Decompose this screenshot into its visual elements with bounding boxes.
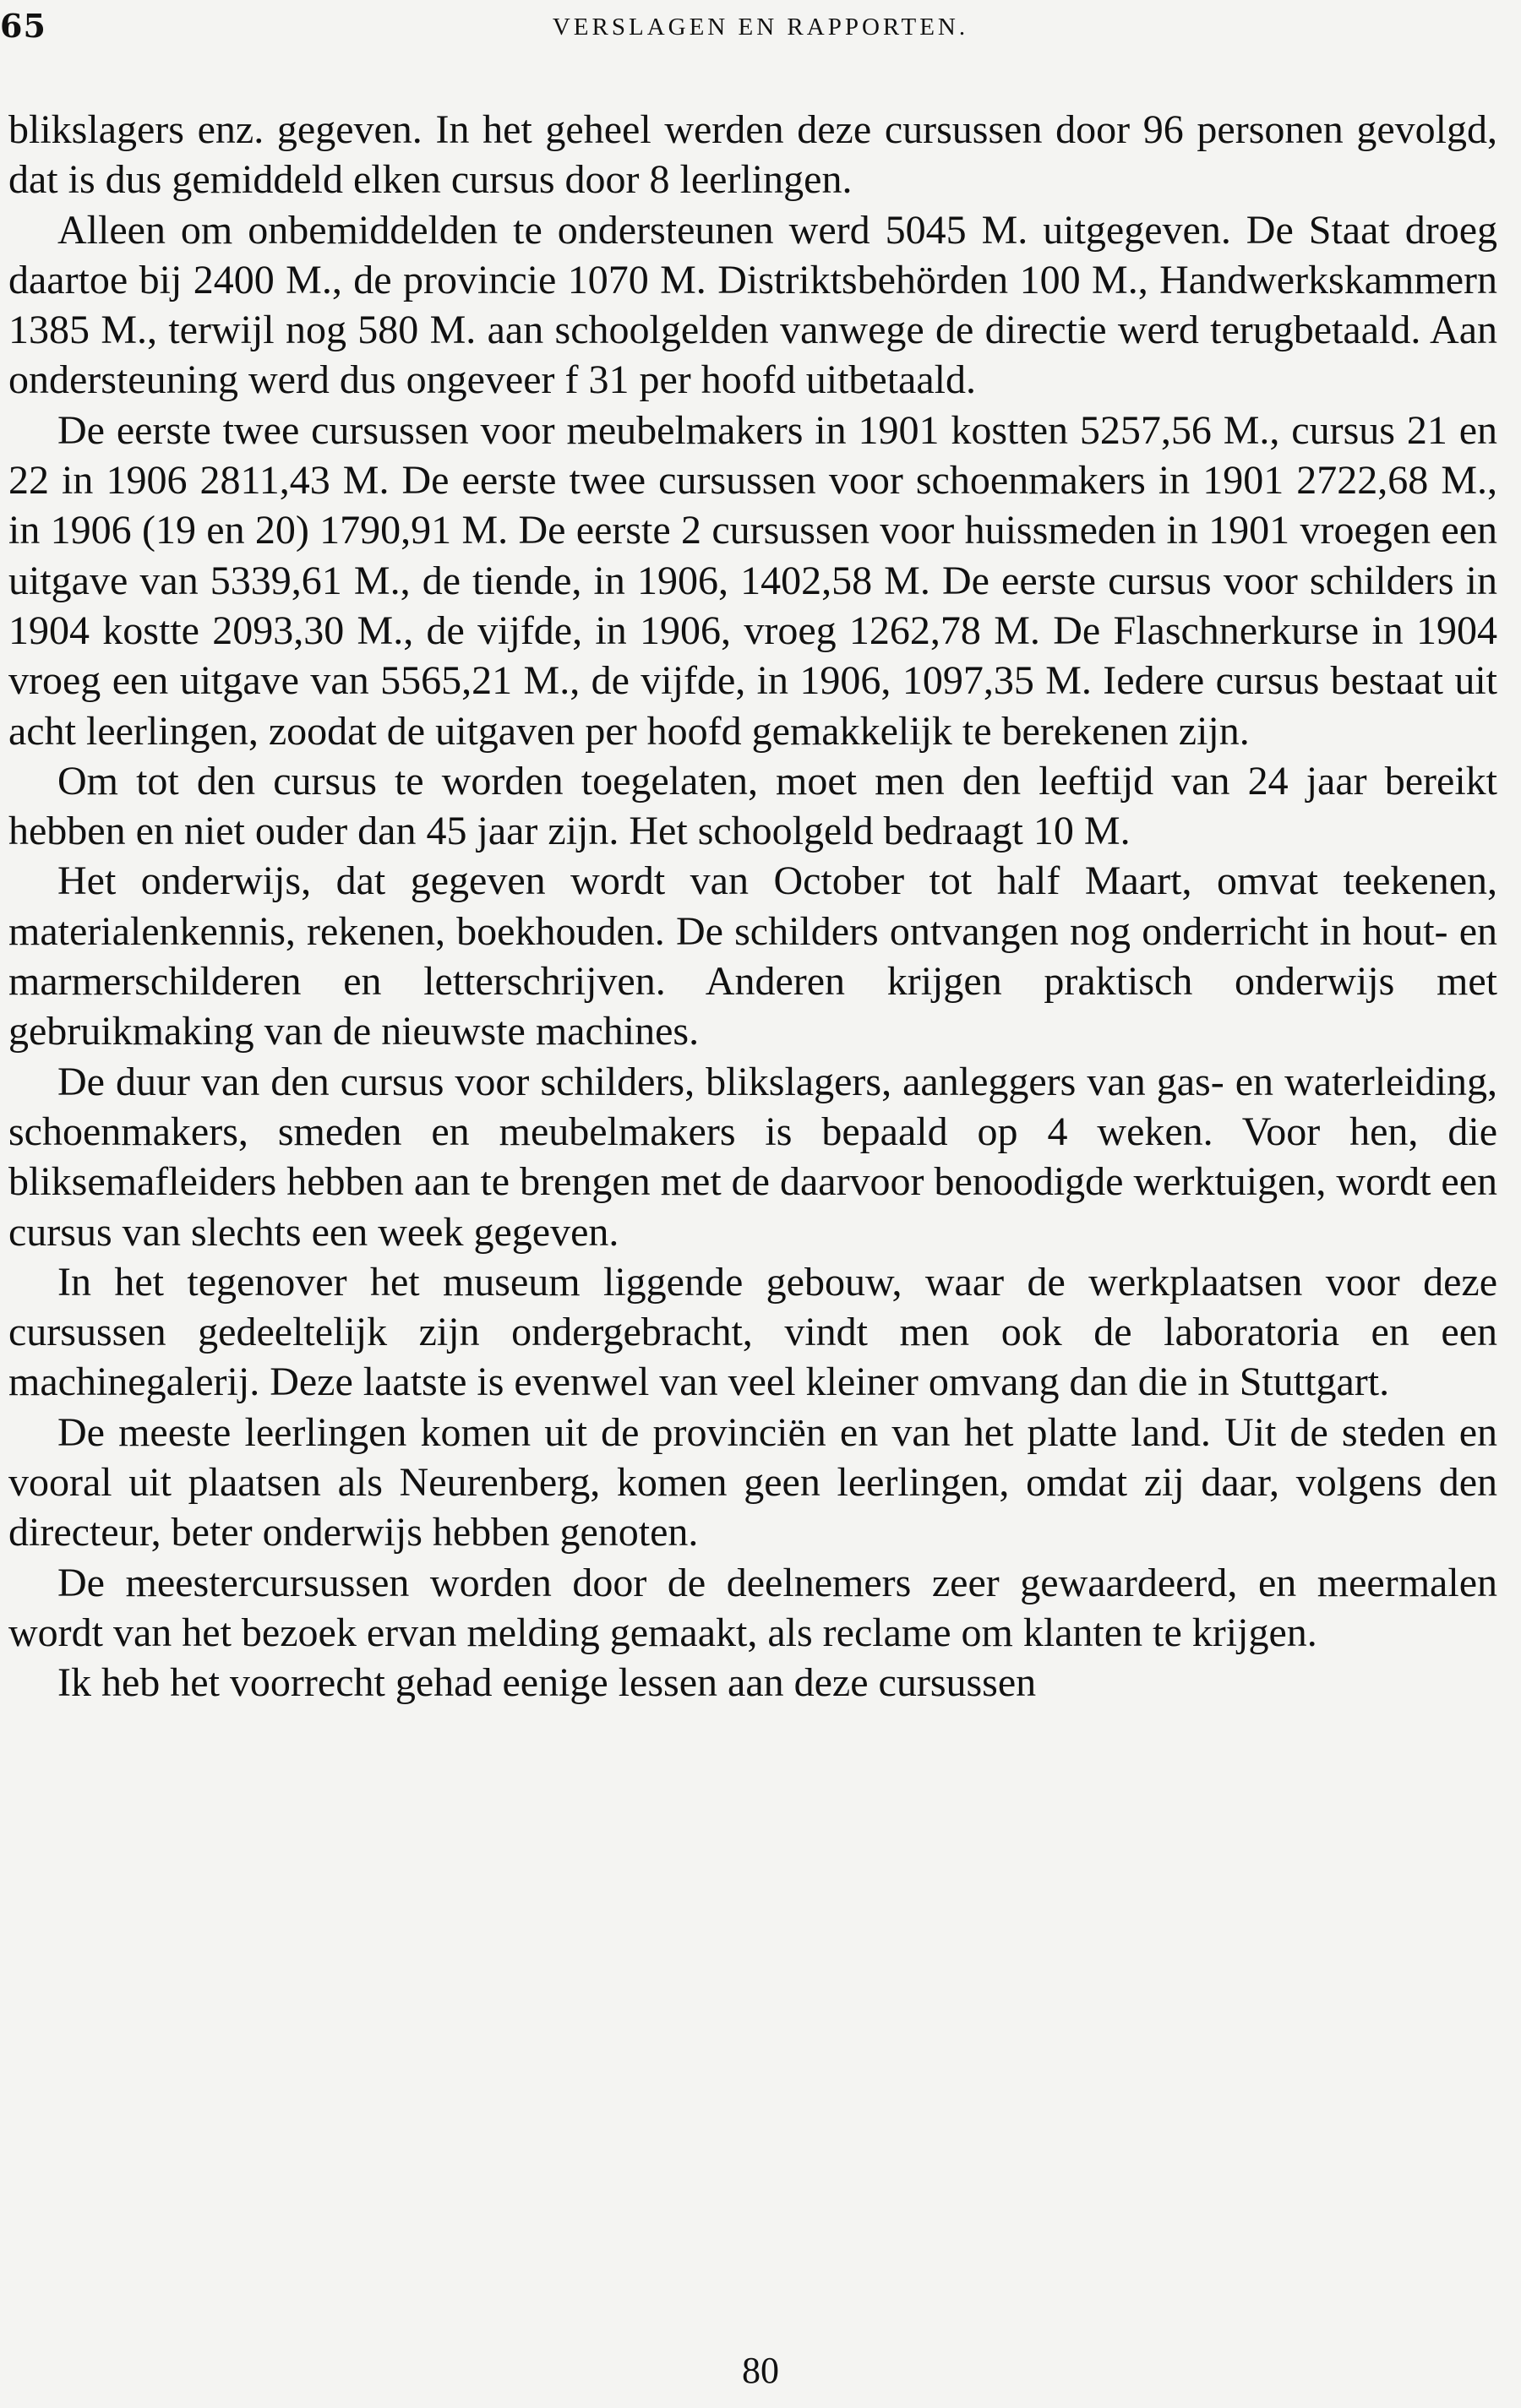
- page-header: [0, 7, 1521, 49]
- body-text: [8, 105, 1497, 1708]
- paragraph: In het tegenover het museum liggende gebouw, waar de werkplaatsen voor deze cursussen gedeeltelijk zijn ondergebracht, vindt men ook de laboratoria en een machinegalerij. Deze laatste is evenwel van veel kleiner omvang dan die in Stuttgart.: [8, 1259, 1497, 1405]
- paragraph: Het onderwijs, dat gegeven wordt van October tot half Maart, omvat teekenen, materialenkennis, rekenen, boekhouden. De schilders ontvangen nog onderricht in hout- en marmerschilderen en letterschrijven. Anderen krijgen praktisch onderwijs met gebruikmaking van de nieuwste machines.: [8, 858, 1497, 1054]
- paragraph: Om tot den cursus te worden toegelaten, moet men den leeftijd van 24 jaar bereikt hebben en niet ouder dan 45 jaar zijn. Het schoolgeld bedraagt 10 M.: [8, 758, 1497, 854]
- paragraph-continuation: blikslagers enz. gegeven. In het geheel werden deze cursussen door 96 personen gevolgd, dat is dus gemiddeld elken cursus door 8 leerlingen.: [8, 107, 1497, 203]
- folio-number: 80: [742, 2350, 779, 2391]
- paragraph: De eerste twee cursussen voor meubelmakers in 1901 kostten 5257,56 M., cursus 21 en 22 in 1906 2811,43 M. De eerste twee cursussen voor schoenmakers in 1901 2722,68 M., in 1906 (19 en 20) 1790,91 M. De eerste 2 cursussen voor huissmeden in 1901 vroegen een uitgave van 5339,61 M., de tiende, in 1906, 1402,58 M. De eerste cursus voor schilders in 1904 kostte 2093,30 M., de vijfde, in 1906, vroeg 1262,78 M. De Flaschnerkurse in 1904 vroeg een uitgave van 5565,21 M., de vijfde, in 1906, 1097,35 M. Iedere cursus bestaat uit acht leerlingen, zoodat de uitgaven per hoofd gemakkelijk te berekenen zijn.: [8, 407, 1497, 754]
- paragraph: Alleen om onbemiddelden te ondersteunen werd 5045 M. uitgegeven. De Staat droeg daartoe bij 2400 M., de provincie 1070 M. Distriktsbehörden 100 M., Handwerkskammern 1385 M., terwijl nog 580 M. aan schoolgelden vanwege de directie werd terugbetaald. Aan ondersteuning werd dus ongeveer f 31 per hoofd uitbetaald.: [8, 207, 1497, 403]
- page-number: 65: [0, 7, 46, 45]
- paragraph: De meeste leerlingen komen uit de provinciën en van het platte land. Uit de steden en vooral uit plaatsen als Neurenberg, komen geen leerlingen, omdat zij daar, volgens den directeur, beter onderwijs hebben genoten.: [8, 1409, 1497, 1555]
- paragraph: De meestercursussen worden door de deelnemers zeer gewaardeerd, en meermalen wordt van het bezoek ervan melding gemaakt, als reclame om klanten te krijgen.: [8, 1560, 1497, 1655]
- paragraph: Ik heb het voorrecht gehad eenige lessen aan deze cursussen: [57, 1660, 1037, 1706]
- running-head: VERSLAGEN EN RAPPORTEN.: [552, 14, 969, 41]
- paragraph: De duur van den cursus voor schilders, blikslagers, aanleggers van gas- en waterleiding, schoenmakers, smeden en meubelmakers is bepaald op 4 weken. Voor hen, die bliksemafleiders hebben aan te brengen met de daarvoor benoodigde werktuigen, wordt een cursus van slechts een week gegeven.: [8, 1059, 1498, 1255]
